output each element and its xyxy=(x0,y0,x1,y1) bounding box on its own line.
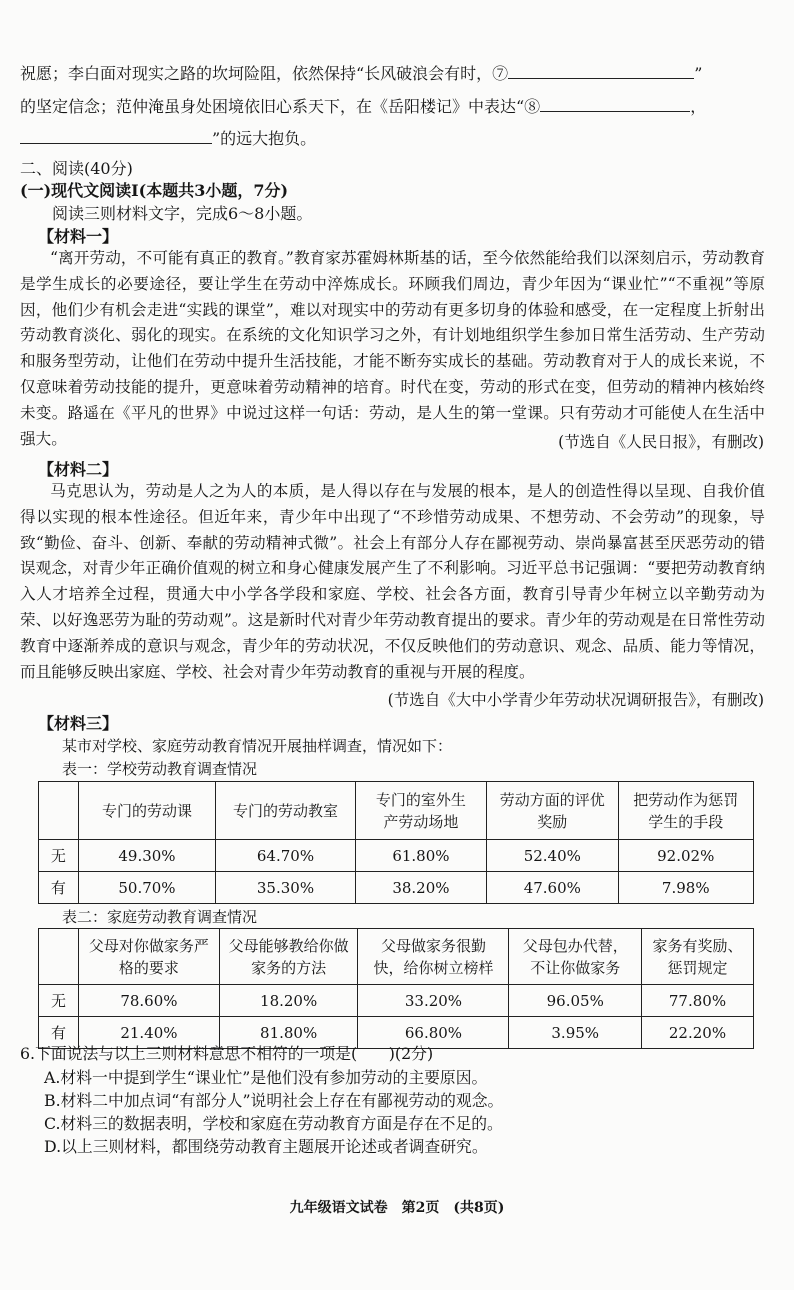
fill-line-8b-text: ”的远大抱负。 xyxy=(212,129,317,148)
material1-source: (节选自《人民日报》，有删改) xyxy=(558,433,764,451)
quote-end: ” xyxy=(694,64,703,83)
table-row xyxy=(39,985,754,1017)
material2-text xyxy=(20,479,765,689)
material2-label: 【材料二】 xyxy=(38,460,119,479)
instruction: 阅读三则材料文字，完成6～8小题。 xyxy=(52,204,313,223)
fill-line-7-text: 祝愿；李白面对现实之路的坎坷险阻，依然保持“长风破浪会有时，⑦ xyxy=(20,64,509,83)
table-cell: 77.80% xyxy=(641,985,753,1017)
table-cell: 3.95% xyxy=(509,1017,642,1049)
option-d: D.以上三则材料，都围绕劳动教育主题展开论述或者调查研究。 xyxy=(44,1137,488,1156)
table-cell: 49.30% xyxy=(78,840,216,872)
table-cell: 78.60% xyxy=(79,985,220,1017)
option-c: C.材料三的数据表明，学校和家庭在劳动教育方面是存在不足的。 xyxy=(44,1114,503,1133)
table-cell: 92.02% xyxy=(618,840,754,872)
table2-header: 父母做家务很勤快，给你树立榜样 xyxy=(358,929,509,985)
table1-header: 劳动方面的评优奖励 xyxy=(487,782,618,840)
blank-8b[interactable] xyxy=(20,127,212,144)
row-label: 有 xyxy=(39,872,79,904)
material3-label: 【材料三】 xyxy=(38,714,119,733)
table1-header: 专门的室外生产劳动场地 xyxy=(355,782,486,840)
material1-text xyxy=(20,246,765,456)
table-cell: 47.60% xyxy=(487,872,618,904)
table-row xyxy=(39,840,754,872)
table1-header: 专门的劳动教室 xyxy=(216,782,356,840)
comma: ， xyxy=(690,97,707,116)
table-cell: 33.20% xyxy=(358,985,509,1017)
table2-header: 父母能够教给你做家务的方法 xyxy=(219,929,358,985)
fill-line-8-text: 的坚定信念；范仲淹虽身处困境依旧心系天下，在《岳阳楼记》中表达“⑧ xyxy=(20,97,541,116)
table1-caption: 表一：学校劳动教育调查情况 xyxy=(62,760,258,778)
section-subtitle: (一)现代文阅读Ⅰ(本题共3小题，7分) xyxy=(20,181,289,200)
fill-line-8b xyxy=(20,127,780,150)
table-cell: 7.98% xyxy=(618,872,754,904)
section-title: 二、阅读(40分) xyxy=(20,159,133,178)
table1-header: 专门的劳动课 xyxy=(78,782,216,840)
table2-header: 家务有奖励、惩罚规定 xyxy=(641,929,753,985)
table2-header-row xyxy=(39,929,754,985)
question6-stem: 6.下面说法与以上三则材料意思不相符的一项是( )(2分) xyxy=(20,1044,434,1063)
table2-corner xyxy=(39,929,79,985)
school-survey-table xyxy=(38,781,754,904)
table-cell: 64.70% xyxy=(216,840,356,872)
page-footer: 九年级语文试卷 第2页 (共8页) xyxy=(289,1200,505,1216)
table-cell: 66.80% xyxy=(358,1017,509,1049)
row-label: 无 xyxy=(39,840,79,872)
table-cell: 18.20% xyxy=(219,985,358,1017)
table1-header: 把劳动作为惩罚学生的手段 xyxy=(618,782,754,840)
row-label: 无 xyxy=(39,985,79,1017)
family-survey-table xyxy=(38,928,754,1049)
table-row xyxy=(39,872,754,904)
table2-caption: 表二：家庭劳动教育调查情况 xyxy=(62,908,258,926)
material2-source: (节选自《大中小学青少年劳动状况调研报告》，有删改) xyxy=(387,691,764,709)
table1-header-row xyxy=(39,782,754,840)
material1-label: 【材料一】 xyxy=(38,227,119,246)
option-b: B.材料二中加点词“有部分人”说明社会上存在有鄙视劳动的观念。 xyxy=(44,1091,504,1110)
table-cell: 52.40% xyxy=(487,840,618,872)
table-cell: 96.05% xyxy=(509,985,642,1017)
material3-intro: 某市对学校、家庭劳动教育情况开展抽样调查，情况如下： xyxy=(62,737,453,755)
table-cell: 50.70% xyxy=(78,872,216,904)
fill-line-8 xyxy=(20,95,780,118)
table2-header: 父母包办代替，不让你做家务 xyxy=(509,929,642,985)
material1-body: “离开劳动，不可能有真正的教育。”教育家苏霍姆林斯基的话，至今依然能给我们以深刻启示，劳动教育是学生成长的必要途径，要让学生在劳动中淬炼成长。环顾我们周边，青少年因为“课业忙”“不重视”等原因，他们少有机会走进“实践的课堂”，难以对现实中的劳动有更多切身的体验和感受，在一定程度上折射出劳动教育淡化、弱化的现实。在系统的文化知识学习之外，有计划地组织学生参加日常生活劳动、生产劳动和服务型劳动，让他们在劳动中提升生活技能，才能不断夯实成长的基础。劳动教育对于人的成长来说，不仅意味着劳动技能的提升，更意味着劳动精神的培育。时代在变，劳动的形式在变，但劳动的精神内核始终未变。路遥在《平凡的世界》中说过这样一句话：劳动，是人生的第一堂课。只有劳动才可能使人在生活中强大。 xyxy=(20,249,765,448)
row-label: 有 xyxy=(39,1017,79,1049)
blank-8[interactable] xyxy=(540,95,690,112)
table-cell: 61.80% xyxy=(355,840,486,872)
table1-corner xyxy=(39,782,79,840)
table-cell: 81.80% xyxy=(219,1017,358,1049)
table-cell: 22.20% xyxy=(641,1017,753,1049)
table-cell: 38.20% xyxy=(355,872,486,904)
option-a: A.材料一中提到学生“课业忙”是他们没有参加劳动的主要原因。 xyxy=(44,1068,488,1087)
blank-7[interactable] xyxy=(508,62,694,79)
table2-header: 父母对你做家务严格的要求 xyxy=(79,929,220,985)
table-cell: 21.40% xyxy=(79,1017,220,1049)
material2-body: 马克思认为，劳动是人之为人的本质，是人得以存在与发展的根本，是人的创造性得以呈现、自我价值得以实现的根本性途径。但近年来，青少年中出现了“不珍惜劳动成果、不想劳动、不会劳动”的现象，导致“勤俭、奋斗、创新、奉献的劳动精神式微”。社会上有部分人存在鄙视劳动、崇尚暴富甚至厌恶劳动的错误观念，对青少年正确价值观的树立和身心健康发展产生了不利影响。习近平总书记强调：“要把劳动教育纳入人才培养全过程，贯通大中小学各学段和家庭、学校、社会各方面，教育引导青少年树立以辛勤劳动为荣、以好逸恶劳为耻的劳动观”。这是新时代对青少年劳动教育提出的要求。青少年的劳动观是在日常性劳动教育中逐渐养成的意识与观念，青少年的劳动状况，不仅反映他们的劳动意识、观念、品质、能力等情况，而且能够反映出家庭、学校、社会对青少年劳动教育的重视与开展的程度。 xyxy=(20,482,765,681)
fill-line-7 xyxy=(20,62,780,85)
table-cell: 35.30% xyxy=(216,872,356,904)
